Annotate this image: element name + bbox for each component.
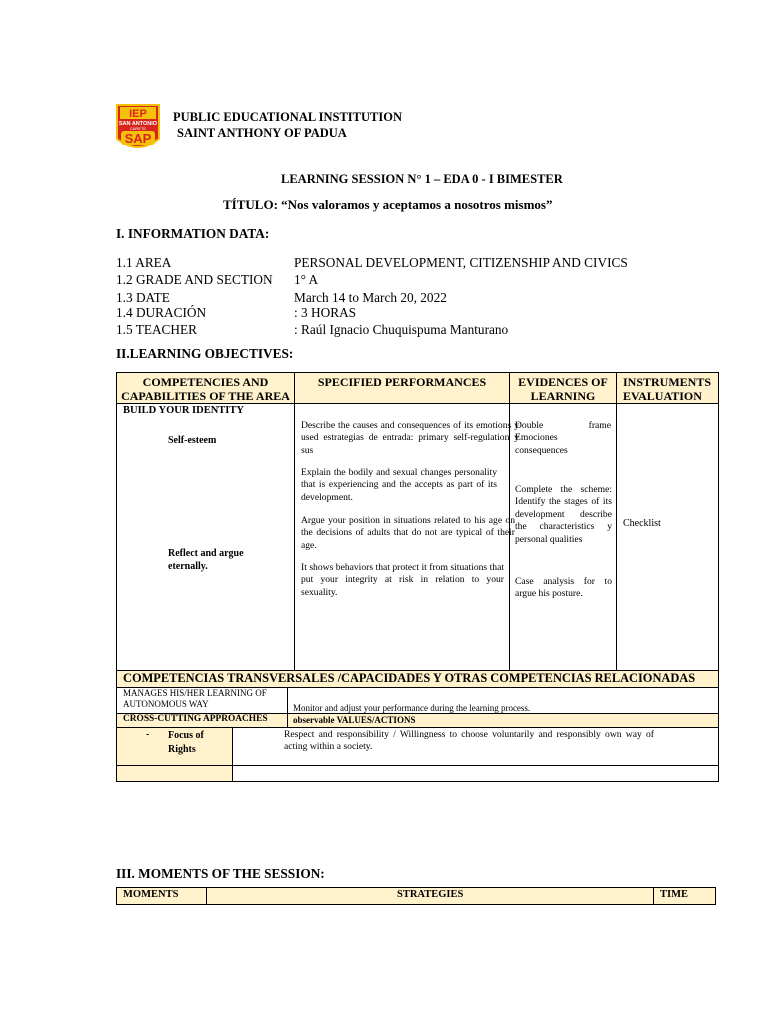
values-label: observable VALUES/ACTIONS — [293, 715, 416, 725]
transversal-competency: MANAGES HIS/HER LEARNING OF AUTONOMOUS WAY — [123, 688, 267, 709]
capacity-reflect-argue: Reflect and argue eternally. — [168, 548, 244, 572]
logo-iep-text: IEP — [129, 108, 147, 120]
instruments-cell — [616, 403, 719, 671]
col-header-competencies: COMPETENCIES AND CAPABILITIES OF THE AREA — [116, 372, 295, 404]
info-label-duration: 1.4 DURACIÓN — [116, 305, 207, 320]
info-value-duration: : 3 HORAS — [294, 305, 357, 320]
logo-san-antonio-text: SAN ANTONIO — [118, 121, 158, 127]
col-header-evidences: EVIDENCES OF LEARNING — [509, 372, 617, 404]
evidence-item: Double frame Emociones consequences — [515, 420, 611, 456]
capacity-self-esteem: Self-esteem — [168, 435, 217, 446]
logo-sap-text: SAP — [124, 131, 152, 146]
info-label-date: 1.3 DATE — [116, 290, 170, 305]
col-header-instruments: INSTRUMENTS EVALUATION — [616, 372, 719, 404]
performance-item: It shows behaviors that protect it from situations that put your integrity at risk in relation to your sexuality. — [301, 562, 504, 598]
approaches-label: CROSS-CUTTING APPROACHES — [123, 714, 268, 724]
empty-cell — [116, 765, 233, 782]
institution-name: PUBLIC EDUCATIONAL INSTITUTION — [173, 110, 402, 124]
evidence-item: Complete the scheme: Identify the stages of its development describe the characteristics y personal qualities — [515, 484, 612, 545]
performance-item: Describe the causes and consequences of its emotions y used estrategias de entrada: primary self-regulation y sus — [301, 420, 519, 456]
performance-item: Argue your position in situations related to his age on the decisions of adults that do not are typical of their age. — [301, 515, 515, 551]
approach-dash: - — [146, 729, 150, 740]
logo-sub-text: CARETE — [129, 126, 147, 131]
evidence-item: Case analysis for to argue his posture. — [515, 576, 612, 600]
objectives-heading: II.LEARNING OBJECTIVES: — [116, 346, 294, 361]
moments-column-header: MOMENTS — [123, 889, 179, 900]
transversal-capacity: Monitor and adjust your performance during the learning process. — [293, 703, 531, 713]
information-heading: I. INFORMATION DATA: — [116, 226, 270, 241]
transversal-title: COMPETENCIAS TRANSVERSALES /CAPACIDADES Y OTRAS COMPETENCIAS RELACIONADAS — [123, 671, 696, 685]
moments-heading: III. MOMENTS OF THE SESSION: — [116, 866, 325, 881]
competency-build-identity: BUILD YOUR IDENTITY — [123, 405, 244, 416]
institution-subname: SAINT ANTHONY OF PADUA — [177, 126, 347, 140]
performance-item: Explain the bodily and sexual changes personality that is experiencing and the accepts as part of its development. — [301, 467, 497, 503]
session-title: LEARNING SESSION N° 1 – EDA 0 - I BIMESTER — [281, 172, 563, 186]
empty-cell — [232, 765, 719, 782]
time-column-header: TIME — [660, 889, 689, 900]
col-header-performances: SPECIFIED PERFORMANCES — [294, 372, 510, 404]
info-value-teacher: : Raúl Ignacio Chuquispuma Manturano — [294, 322, 509, 337]
info-label-area: 1.1 AREA — [116, 255, 172, 270]
info-label-grade: 1.2 GRADE AND SECTION — [116, 272, 273, 287]
approach-name: Focus of Rights — [168, 730, 204, 755]
instrument-checklist: Checklist — [623, 518, 661, 529]
session-subtitle: TÍTULO: “Nos valoramos y aceptamos a nosotros mismos” — [223, 197, 553, 212]
approach-values: Respect and responsibility / Willingness to choose voluntarily and responsibly own way of acting within a society. — [284, 729, 654, 753]
info-value-date: March 14 to March 20, 2022 — [294, 290, 447, 305]
school-logo — [116, 103, 160, 153]
info-value-grade: 1° A — [294, 272, 319, 287]
info-value-area: PERSONAL DEVELOPMENT, CITIZENSHIP AND CIVICS — [294, 255, 628, 270]
strategies-column-header: STRATEGIES — [397, 889, 464, 900]
info-label-teacher: 1.5 TEACHER — [116, 322, 198, 337]
